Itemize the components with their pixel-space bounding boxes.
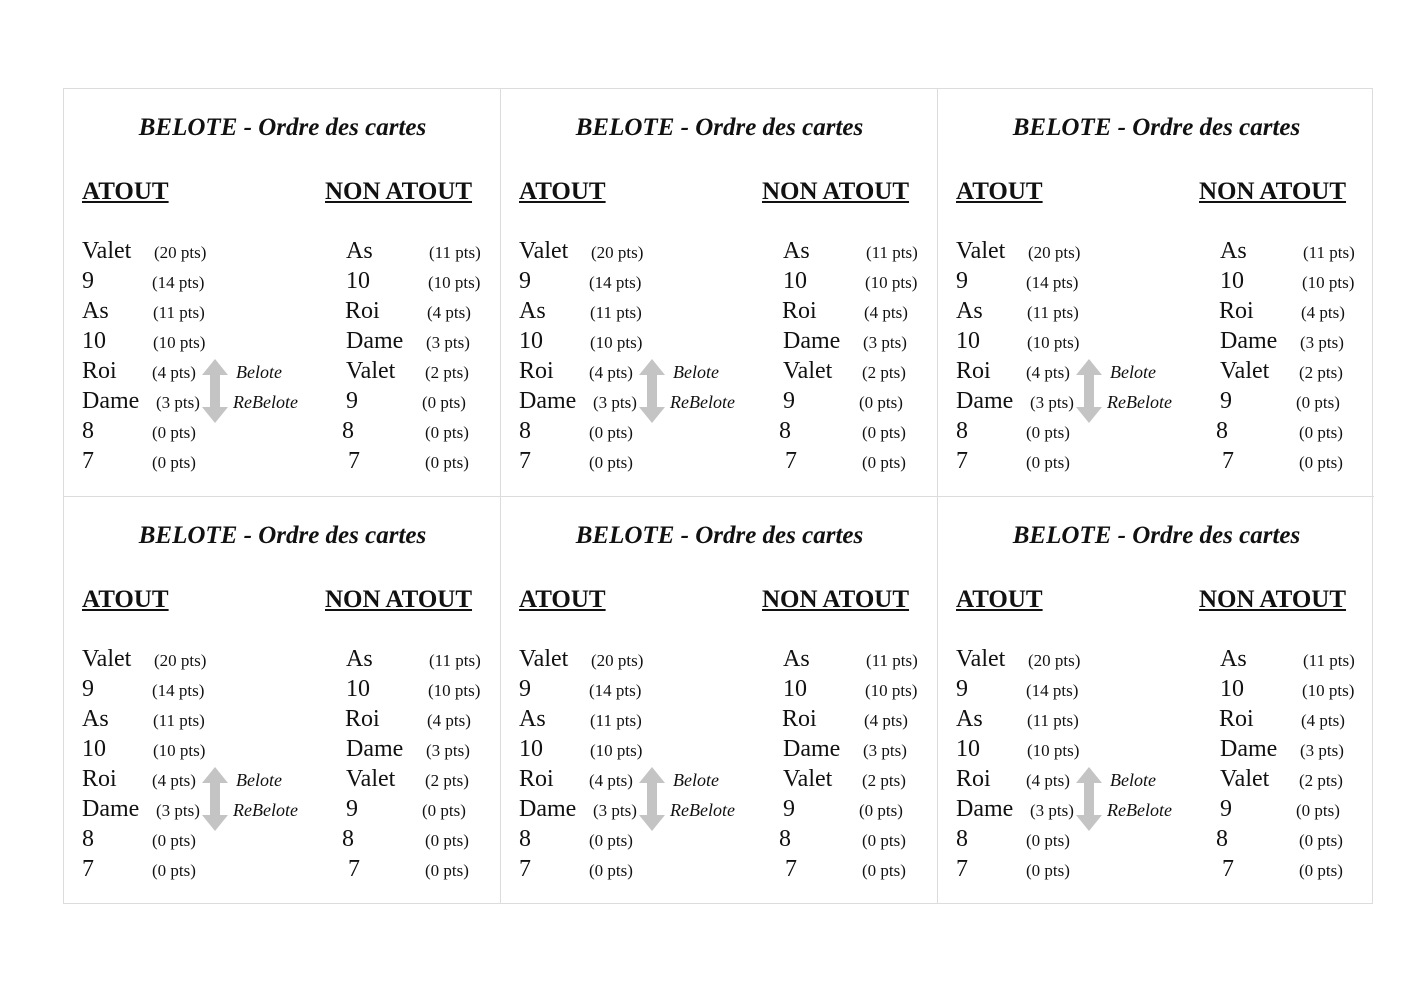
non-atout-points: (11 pts) [866,243,918,262]
atout-rank: 10 [519,736,543,762]
atout-rank: Dame [82,388,140,414]
non-atout-points: (0 pts) [425,423,469,442]
card-rank-row [938,297,1375,327]
atout-points: (0 pts) [152,831,196,850]
card-rank-row [938,825,1375,855]
non-atout-points: (2 pts) [862,363,906,382]
atout-points: (4 pts) [589,363,633,382]
non-atout-rank: 7 [1222,856,1234,882]
non-atout-points: (4 pts) [864,303,908,322]
card-rank-row [64,237,501,267]
atout-rank: As [956,298,983,324]
card-rank-row [501,705,938,735]
non-atout-rank: Valet [346,358,396,384]
non-atout-rank: 7 [348,448,360,474]
atout-rank: 8 [956,418,968,444]
rebelote-label: ReBelote [1107,800,1172,820]
belote-card [64,496,501,904]
card-rank-row [64,267,501,297]
atout-rank: Dame [956,388,1014,414]
non-atout-rank: 7 [348,856,360,882]
atout-points: (0 pts) [589,453,633,472]
card-rank-row [938,327,1375,357]
non-atout-points: (10 pts) [865,681,918,700]
card-rank-row [938,765,1375,795]
atout-rank: As [519,706,546,732]
non-atout-rank: Dame [1220,736,1278,762]
atout-points: (20 pts) [591,243,644,262]
belote-label: Belote [236,770,282,790]
atout-points: (0 pts) [152,453,196,472]
atout-rank: As [82,298,109,324]
atout-points: (10 pts) [590,333,643,352]
atout-points: (0 pts) [1026,861,1070,880]
non-atout-rank: 10 [783,268,807,294]
non-atout-rank: Roi [782,706,817,732]
atout-heading: ATOUT [82,178,169,205]
non-atout-points: (10 pts) [428,273,481,292]
atout-points: (11 pts) [590,303,642,322]
non-atout-rank: Valet [783,358,833,384]
non-atout-points: (11 pts) [866,651,918,670]
non-atout-points: (4 pts) [864,711,908,730]
atout-rank: Valet [519,646,569,672]
non-atout-rank: Valet [1220,358,1270,384]
double-arrow-vertical-icon [639,359,665,423]
non-atout-heading: NON ATOUT [325,586,473,613]
atout-rank: Valet [956,646,1006,672]
non-atout-points: (2 pts) [1299,363,1343,382]
atout-points: (3 pts) [1030,801,1074,820]
atout-points: (0 pts) [1026,453,1070,472]
non-atout-heading: NON ATOUT [325,178,473,205]
atout-rank: 8 [519,826,531,852]
non-atout-points: (11 pts) [1303,651,1355,670]
atout-points: (0 pts) [589,861,633,880]
non-atout-rank: 8 [779,418,791,444]
atout-rank: Valet [956,238,1006,264]
non-atout-rank: 9 [1220,388,1232,414]
card-rank-row [64,705,501,735]
card-rank-row [501,447,938,477]
card-rank-row [64,825,501,855]
atout-points: (0 pts) [1026,423,1070,442]
atout-points: (14 pts) [589,273,642,292]
card-rank-row [64,357,501,387]
atout-points: (14 pts) [152,681,205,700]
atout-points: (3 pts) [593,801,637,820]
atout-points: (0 pts) [589,831,633,850]
atout-points: (4 pts) [152,771,196,790]
belote-card [937,89,1374,497]
atout-points: (0 pts) [152,423,196,442]
non-atout-rank: 10 [1220,676,1244,702]
non-atout-rank: As [1220,646,1247,672]
card-rank-row [938,357,1375,387]
atout-rank: Roi [82,766,117,792]
atout-points: (10 pts) [590,741,643,760]
atout-rank: 7 [82,448,94,474]
atout-rank: 9 [956,268,968,294]
atout-rank: 10 [82,736,106,762]
non-atout-rank: 10 [783,676,807,702]
non-atout-points: (3 pts) [1300,333,1344,352]
card-rank-row [501,297,938,327]
atout-rank: Roi [519,766,554,792]
atout-points: (11 pts) [1027,711,1079,730]
card-rank-row [938,237,1375,267]
card-rank-row [501,765,938,795]
card-title: BELOTE - Ordre des cartes [575,522,864,549]
card-rank-row [64,735,501,765]
belote-label: Belote [673,770,719,790]
atout-rank: 10 [82,328,106,354]
non-atout-rank: 10 [1220,268,1244,294]
non-atout-rank: 8 [1216,418,1228,444]
non-atout-heading: NON ATOUT [1199,178,1347,205]
non-atout-points: (0 pts) [1299,423,1343,442]
card-rank-row [501,735,938,765]
belote-card [500,496,937,904]
double-arrow-vertical-icon [202,767,228,831]
non-atout-points: (0 pts) [859,801,903,820]
rebelote-label: ReBelote [1107,392,1172,412]
card-rank-row [938,855,1375,885]
atout-rank: 7 [519,856,531,882]
non-atout-rank: As [1220,238,1247,264]
atout-points: (11 pts) [153,303,205,322]
rebelote-label: ReBelote [670,800,735,820]
atout-rank: 10 [956,736,980,762]
card-title: BELOTE - Ordre des cartes [1012,114,1301,141]
belote-card [500,89,937,497]
card-rank-row [64,327,501,357]
atout-points: (20 pts) [1028,651,1081,670]
non-atout-points: (10 pts) [865,273,918,292]
card-rank-row [501,855,938,885]
double-arrow-vertical-icon [639,767,665,831]
non-atout-points: (0 pts) [1299,831,1343,850]
non-atout-points: (2 pts) [425,363,469,382]
atout-points: (3 pts) [593,393,637,412]
belote-card [64,89,501,497]
atout-points: (10 pts) [153,741,206,760]
card-rank-row [64,675,501,705]
atout-rank: Valet [519,238,569,264]
non-atout-points: (11 pts) [429,243,481,262]
card-rank-row [501,825,938,855]
atout-rank: Roi [956,766,991,792]
atout-rank: Roi [82,358,117,384]
atout-rank: 9 [82,676,94,702]
non-atout-rank: Valet [1220,766,1270,792]
card-rank-row [938,447,1375,477]
belote-label: Belote [1110,770,1156,790]
atout-rank: 8 [82,418,94,444]
atout-rank: Roi [956,358,991,384]
atout-rank: 8 [956,826,968,852]
atout-rank: As [956,706,983,732]
atout-rank: 10 [519,328,543,354]
atout-points: (10 pts) [1027,333,1080,352]
non-atout-rank: 9 [783,796,795,822]
atout-rank: As [82,706,109,732]
atout-points: (11 pts) [1027,303,1079,322]
atout-heading: ATOUT [519,586,606,613]
belote-label: Belote [236,362,282,382]
atout-points: (20 pts) [154,651,207,670]
atout-points: (4 pts) [589,771,633,790]
atout-points: (20 pts) [1028,243,1081,262]
non-atout-points: (11 pts) [1303,243,1355,262]
card-rank-row [501,267,938,297]
atout-rank: 8 [82,826,94,852]
atout-rank: 9 [519,676,531,702]
card-rank-row [501,417,938,447]
atout-points: (10 pts) [153,333,206,352]
card-rank-row [938,417,1375,447]
non-atout-rank: 9 [783,388,795,414]
atout-rank: Dame [519,796,577,822]
card-rank-row [64,297,501,327]
card-title: BELOTE - Ordre des cartes [1012,522,1301,549]
non-atout-rank: 7 [1222,448,1234,474]
card-rank-row [938,675,1375,705]
non-atout-points: (11 pts) [429,651,481,670]
double-arrow-vertical-icon [202,359,228,423]
non-atout-rank: 8 [342,826,354,852]
card-title: BELOTE - Ordre des cartes [138,114,427,141]
non-atout-points: (2 pts) [862,771,906,790]
non-atout-points: (0 pts) [1299,861,1343,880]
non-atout-rank: 8 [1216,826,1228,852]
non-atout-rank: Roi [345,298,380,324]
atout-points: (20 pts) [591,651,644,670]
card-rank-row [501,357,938,387]
non-atout-rank: As [346,238,373,264]
atout-points: (20 pts) [154,243,207,262]
double-arrow-vertical-icon [1076,359,1102,423]
card-rank-row [501,645,938,675]
card-rank-row [501,327,938,357]
non-atout-rank: 9 [346,388,358,414]
atout-rank: Valet [82,238,132,264]
card-rank-row [938,735,1375,765]
non-atout-rank: Dame [1220,328,1278,354]
non-atout-rank: Roi [1219,706,1254,732]
non-atout-heading: NON ATOUT [762,586,910,613]
non-atout-rank: Dame [346,328,404,354]
non-atout-points: (3 pts) [863,333,907,352]
non-atout-rank: 9 [1220,796,1232,822]
non-atout-heading: NON ATOUT [762,178,910,205]
non-atout-rank: 10 [346,676,370,702]
non-atout-points: (4 pts) [1301,303,1345,322]
atout-points: (10 pts) [1027,741,1080,760]
card-rank-row [938,645,1375,675]
non-atout-rank: 7 [785,856,797,882]
non-atout-points: (2 pts) [1299,771,1343,790]
atout-heading: ATOUT [519,178,606,205]
card-title: BELOTE - Ordre des cartes [138,522,427,549]
atout-rank: 7 [82,856,94,882]
non-atout-heading: NON ATOUT [1199,586,1347,613]
non-atout-rank: Roi [345,706,380,732]
non-atout-rank: Dame [346,736,404,762]
atout-rank: 10 [956,328,980,354]
atout-points: (4 pts) [1026,771,1070,790]
atout-heading: ATOUT [956,586,1043,613]
non-atout-points: (4 pts) [427,711,471,730]
non-atout-rank: As [783,646,810,672]
rebelote-label: ReBelote [233,800,298,820]
atout-points: (3 pts) [156,801,200,820]
card-rank-row [64,417,501,447]
non-atout-rank: 7 [785,448,797,474]
non-atout-points: (4 pts) [1301,711,1345,730]
atout-rank: Roi [519,358,554,384]
belote-label: Belote [1110,362,1156,382]
atout-points: (4 pts) [152,363,196,382]
non-atout-rank: Valet [783,766,833,792]
card-rank-row [64,855,501,885]
atout-rank: 9 [82,268,94,294]
non-atout-points: (0 pts) [1296,801,1340,820]
non-atout-points: (0 pts) [425,453,469,472]
atout-rank: Valet [82,646,132,672]
atout-rank: Dame [82,796,140,822]
atout-rank: 7 [519,448,531,474]
atout-heading: ATOUT [956,178,1043,205]
atout-points: (3 pts) [1030,393,1074,412]
non-atout-points: (0 pts) [422,393,466,412]
belote-card [937,496,1374,904]
non-atout-rank: As [783,238,810,264]
non-atout-rank: 8 [342,418,354,444]
atout-points: (11 pts) [590,711,642,730]
card-rank-row [501,675,938,705]
rebelote-label: ReBelote [233,392,298,412]
non-atout-points: (3 pts) [426,741,470,760]
non-atout-points: (0 pts) [1296,393,1340,412]
non-atout-rank: Valet [346,766,396,792]
non-atout-points: (10 pts) [1302,273,1355,292]
non-atout-points: (0 pts) [862,423,906,442]
atout-points: (14 pts) [1026,273,1079,292]
atout-rank: 8 [519,418,531,444]
card-rank-row [938,705,1375,735]
non-atout-rank: 8 [779,826,791,852]
double-arrow-vertical-icon [1076,767,1102,831]
atout-points: (11 pts) [153,711,205,730]
atout-points: (14 pts) [152,273,205,292]
non-atout-rank: Roi [1219,298,1254,324]
non-atout-points: (3 pts) [863,741,907,760]
non-atout-points: (2 pts) [425,771,469,790]
atout-rank: 9 [956,676,968,702]
card-title: BELOTE - Ordre des cartes [575,114,864,141]
atout-rank: 9 [519,268,531,294]
rebelote-label: ReBelote [670,392,735,412]
card-rank-row [64,447,501,477]
non-atout-points: (0 pts) [862,861,906,880]
non-atout-rank: Dame [783,736,841,762]
non-atout-points: (0 pts) [425,831,469,850]
non-atout-rank: Dame [783,328,841,354]
atout-points: (0 pts) [1026,831,1070,850]
non-atout-rank: 10 [346,268,370,294]
non-atout-points: (0 pts) [862,831,906,850]
card-rank-row [64,765,501,795]
atout-rank: Dame [519,388,577,414]
non-atout-rank: Roi [782,298,817,324]
non-atout-rank: As [346,646,373,672]
atout-points: (3 pts) [156,393,200,412]
atout-points: (14 pts) [1026,681,1079,700]
non-atout-points: (3 pts) [1300,741,1344,760]
atout-points: (0 pts) [152,861,196,880]
belote-label: Belote [673,362,719,382]
non-atout-points: (0 pts) [425,861,469,880]
atout-heading: ATOUT [82,586,169,613]
non-atout-points: (0 pts) [422,801,466,820]
card-sheet [63,88,1373,904]
card-rank-row [501,237,938,267]
atout-rank: As [519,298,546,324]
card-rank-row [938,267,1375,297]
non-atout-points: (0 pts) [862,453,906,472]
non-atout-points: (4 pts) [427,303,471,322]
atout-rank: 7 [956,856,968,882]
atout-points: (14 pts) [589,681,642,700]
atout-points: (4 pts) [1026,363,1070,382]
non-atout-points: (0 pts) [859,393,903,412]
non-atout-points: (10 pts) [1302,681,1355,700]
atout-rank: 7 [956,448,968,474]
non-atout-rank: 9 [346,796,358,822]
non-atout-points: (3 pts) [426,333,470,352]
atout-rank: Dame [956,796,1014,822]
atout-points: (0 pts) [589,423,633,442]
card-rank-row [64,645,501,675]
non-atout-points: (10 pts) [428,681,481,700]
non-atout-points: (0 pts) [1299,453,1343,472]
